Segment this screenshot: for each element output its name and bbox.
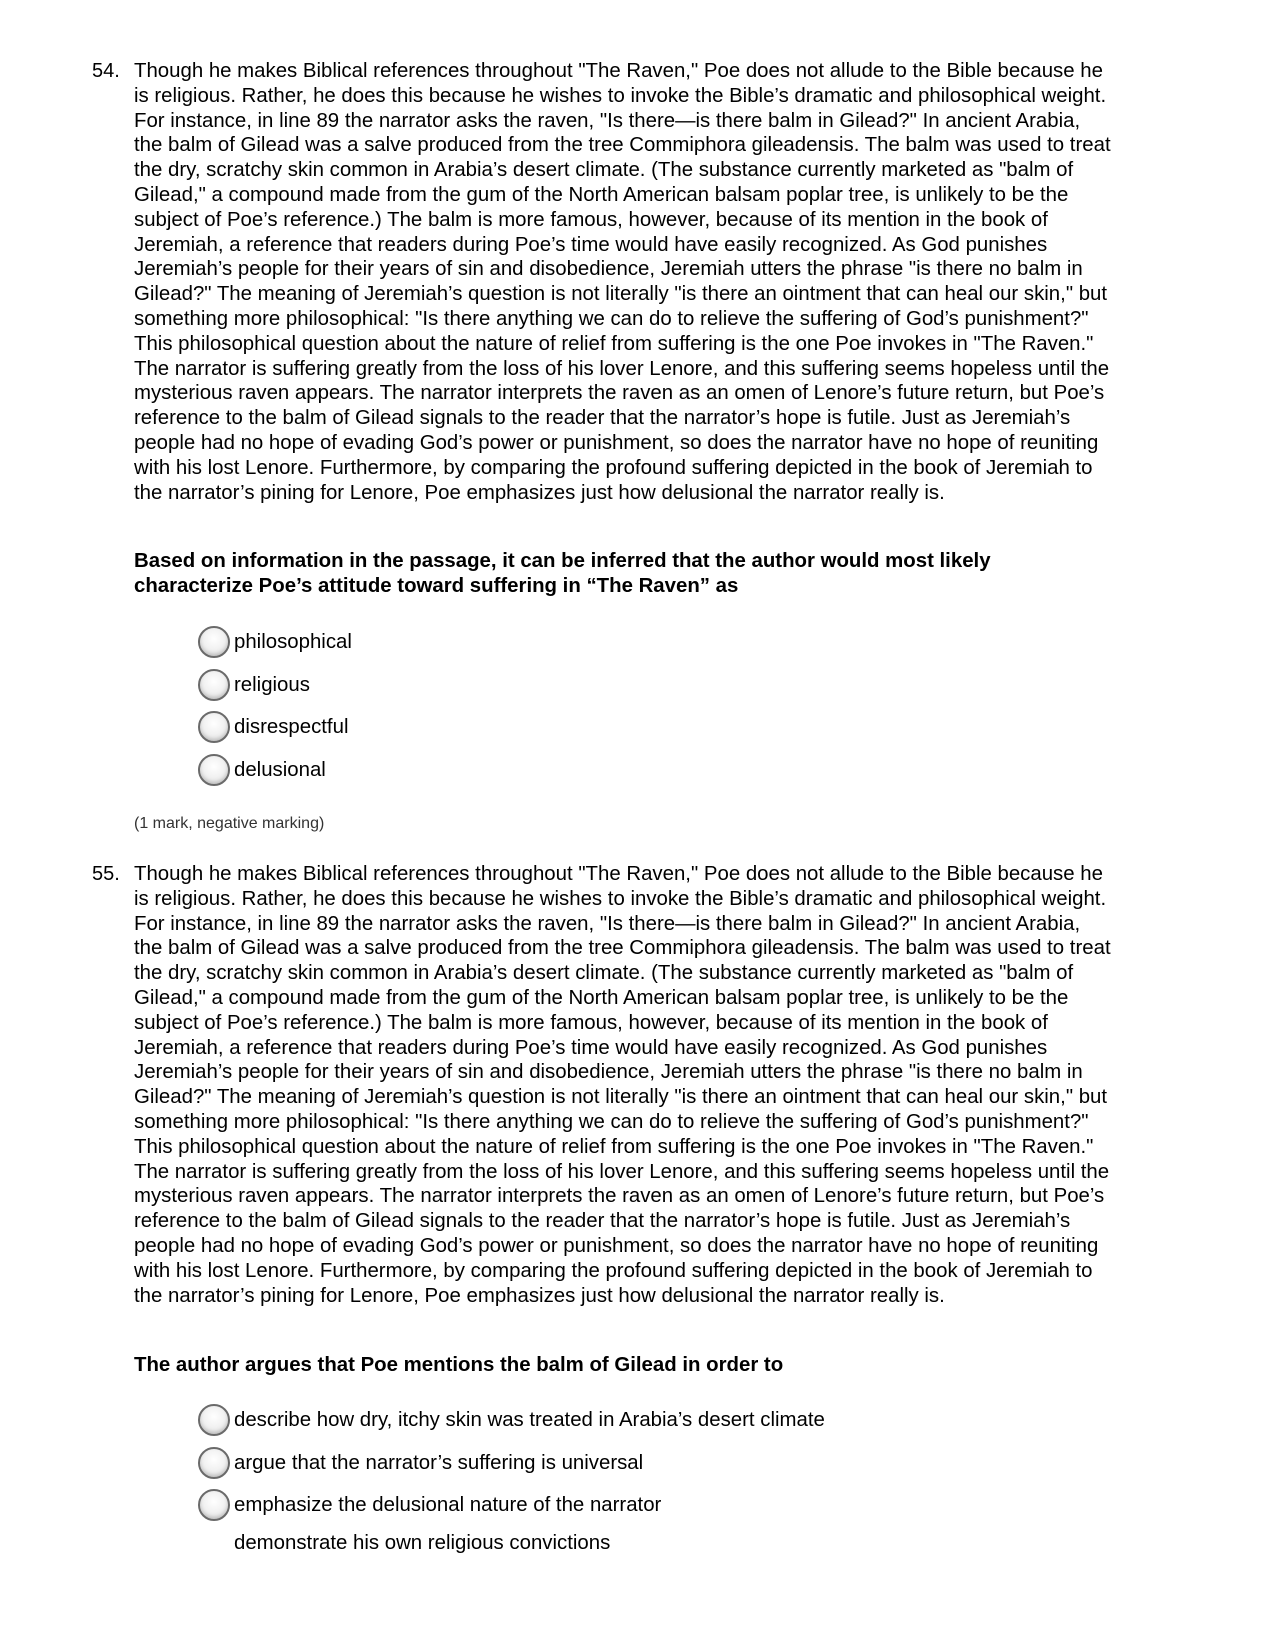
radio-button-icon[interactable] bbox=[198, 626, 230, 658]
option-label[interactable]: disrespectful bbox=[234, 716, 349, 738]
passage-line: reference to the balm of Gilead signals to the reader that the narrator’s hope is futile. Just as Jeremiah’s bbox=[134, 1210, 1071, 1233]
passage bbox=[134, 59, 1224, 505]
passage-line: Though he makes Biblical references throughout "The Raven," Poe does not allude to the Bible because he bbox=[134, 60, 1103, 82]
passage-line: the narrator’s pining for Lenore, Poe emphasizes just how delusional the narrator really is. bbox=[134, 481, 945, 504]
radio-button-icon[interactable] bbox=[198, 1404, 230, 1436]
passage-line: mysterious raven appears. The narrator interprets the raven as an omen of Lenore’s future return, but Poe’s bbox=[134, 1185, 1105, 1208]
passage-line: Jeremiah, a reference that readers during Poe’s time would have easily recognized. As God punishes bbox=[134, 1036, 1048, 1059]
answer-option-religious-convictions[interactable] bbox=[198, 1525, 610, 1561]
answer-option-describe-dry-skin[interactable] bbox=[198, 1402, 825, 1438]
prompt-line: characterize Poe’s attitude toward suffering in “The Raven” as bbox=[134, 574, 739, 597]
radio-button-icon[interactable] bbox=[198, 1447, 230, 1479]
passage-line: something more philosophical: "Is there anything we can do to relieve the suffering of God’s punishment?" bbox=[134, 307, 1089, 330]
option-label[interactable]: delusional bbox=[234, 759, 326, 781]
question-number: 54. bbox=[92, 60, 120, 82]
option-label[interactable]: demonstrate his own religious convictions bbox=[234, 1532, 611, 1554]
passage-line: something more philosophical: "Is there anything we can do to relieve the suffering of God’s punishment?" bbox=[134, 1110, 1089, 1133]
passage-line: is religious. Rather, he does this because he wishes to invoke the Bible’s dramatic and philosophical weight. bbox=[134, 84, 1107, 107]
answer-option-suffering-universal[interactable] bbox=[198, 1445, 643, 1481]
passage-line: The narrator is suffering greatly from the loss of his lover Lenore, and this suffering seems hopeless until the bbox=[134, 357, 1110, 380]
question-number: 55. bbox=[92, 863, 120, 885]
option-label[interactable]: describe how dry, itchy skin was treated in Arabia’s desert climate bbox=[234, 1409, 825, 1431]
passage-line: Gilead?" The meaning of Jeremiah’s question is not literally "is there an ointment that can heal our skin," but bbox=[134, 283, 1108, 306]
passage-line: people had no hope of evading God’s power or punishment, so does the narrator have no hope of reuniting bbox=[134, 431, 1099, 454]
passage-line: is religious. Rather, he does this because he wishes to invoke the Bible’s dramatic and philosophical weight. bbox=[134, 887, 1107, 910]
passage-line: people had no hope of evading God’s power or punishment, so does the narrator have no hope of reuniting bbox=[134, 1234, 1099, 1257]
passage-line: Gilead," a compound made from the gum of the North American balsam poplar tree, is unlikely to be the bbox=[134, 183, 1069, 206]
passage bbox=[134, 862, 1224, 1308]
answer-option-disrespectful[interactable] bbox=[198, 709, 348, 745]
answer-option-delusional[interactable] bbox=[198, 752, 326, 788]
option-label[interactable]: religious bbox=[234, 674, 310, 696]
passage-line: Jeremiah’s people for their years of sin and disobedience, Jeremiah utters the phrase "is there no balm in bbox=[134, 258, 1083, 281]
radio-button-icon[interactable] bbox=[198, 711, 230, 743]
passage-line: Gilead," a compound made from the gum of the North American balsam poplar tree, is unlikely to be the bbox=[134, 986, 1069, 1009]
passage-line: the narrator’s pining for Lenore, Poe emphasizes just how delusional the narrator really is. bbox=[134, 1284, 945, 1307]
radio-button-icon[interactable] bbox=[198, 754, 230, 786]
answer-option-delusional-narrator[interactable] bbox=[198, 1487, 661, 1523]
option-label[interactable]: emphasize the delusional nature of the narrator bbox=[234, 1494, 662, 1516]
passage-line: with his lost Lenore. Furthermore, by comparing the profound suffering depicted in the book of Jeremiah to bbox=[134, 1259, 1093, 1282]
prompt-line: The author argues that Poe mentions the balm of Gilead in order to bbox=[134, 1354, 784, 1376]
passage-line: the balm of Gilead was a salve produced from the tree Commiphora gileadensis. The balm was used to treat bbox=[134, 937, 1111, 960]
passage-line: the balm of Gilead was a salve produced from the tree Commiphora gileadensis. The balm was used to treat bbox=[134, 134, 1111, 157]
passage-line: mysterious raven appears. The narrator interprets the raven as an omen of Lenore’s future return, but Poe’s bbox=[134, 382, 1105, 405]
passage-line: Gilead?" The meaning of Jeremiah’s question is not literally "is there an ointment that can heal our skin," but bbox=[134, 1086, 1108, 1109]
option-label[interactable]: philosophical bbox=[234, 631, 352, 653]
passage-line: with his lost Lenore. Furthermore, by comparing the profound suffering depicted in the book of Jeremiah to bbox=[134, 456, 1093, 479]
passage-line: The narrator is suffering greatly from the loss of his lover Lenore, and this suffering seems hopeless until the bbox=[134, 1160, 1110, 1183]
marks-note: (1 mark, negative marking) bbox=[134, 815, 325, 832]
passage-line: the dry, scratchy skin common in Arabia’s desert climate. (The substance currently marketed as "balm of bbox=[134, 962, 1074, 985]
radio-button-icon[interactable] bbox=[198, 1489, 230, 1521]
passage-line: For instance, in line 89 the narrator asks the raven, "Is there—is there balm in Gilead?" In ancient Arabia, bbox=[134, 912, 1081, 935]
passage-line: Jeremiah’s people for their years of sin and disobedience, Jeremiah utters the phrase "is there no balm in bbox=[134, 1061, 1083, 1084]
passage-line: the dry, scratchy skin common in Arabia’s desert climate. (The substance currently marketed as "balm of bbox=[134, 159, 1074, 182]
question-prompt bbox=[134, 549, 1134, 599]
passage-line: Though he makes Biblical references throughout "The Raven," Poe does not allude to the Bible because he bbox=[134, 863, 1103, 885]
passage-line: subject of Poe’s reference.) The balm is more famous, however, because of its mention in the book of bbox=[134, 208, 1048, 231]
passage-line: reference to the balm of Gilead signals to the reader that the narrator’s hope is futile. Just as Jeremiah’s bbox=[134, 407, 1071, 430]
answer-option-philosophical[interactable] bbox=[198, 624, 352, 660]
passage-line: For instance, in line 89 the narrator asks the raven, "Is there—is there balm in Gilead?" In ancient Arabia, bbox=[134, 109, 1081, 132]
prompt-line: Based on information in the passage, it can be inferred that the author would most likely bbox=[134, 550, 991, 572]
passage-line: This philosophical question about the nature of relief from suffering is the one Poe invokes in "The Raven." bbox=[134, 1135, 1094, 1158]
option-label[interactable]: argue that the narrator’s suffering is universal bbox=[234, 1452, 644, 1474]
radio-button-icon[interactable] bbox=[198, 669, 230, 701]
passage-line: Jeremiah, a reference that readers during Poe’s time would have easily recognized. As God punishes bbox=[134, 233, 1048, 256]
question-prompt bbox=[134, 1353, 1134, 1378]
passage-line: subject of Poe’s reference.) The balm is more famous, however, because of its mention in the book of bbox=[134, 1011, 1048, 1034]
answer-option-religious[interactable] bbox=[198, 667, 310, 703]
passage-line: This philosophical question about the nature of relief from suffering is the one Poe invokes in "The Raven." bbox=[134, 332, 1094, 355]
